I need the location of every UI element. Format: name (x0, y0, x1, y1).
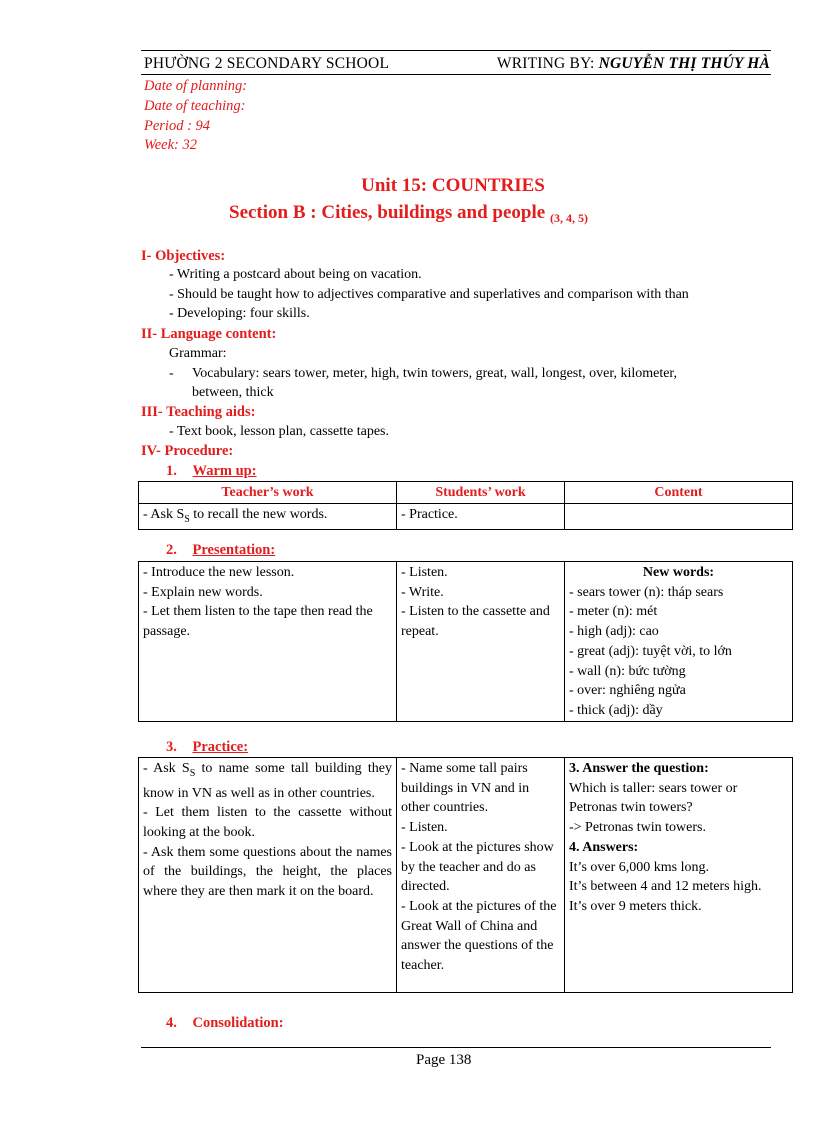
teacher-text: to name some tall building they know in VN as well as in other countries. (143, 761, 392, 801)
header-top-rule (141, 50, 771, 51)
objectives-heading: I- Objectives: (141, 248, 226, 264)
student-step: - Listen to the cassette and repeat. (401, 604, 550, 640)
answer-item: It’s between 4 and 12 meters high. (569, 879, 762, 895)
table-row (139, 562, 793, 722)
warmup-table (138, 481, 793, 530)
col-header-students: Students’ work (397, 482, 565, 504)
question-heading: 3. Answer the question: (569, 761, 709, 776)
teacher-step: - Ask them some questions about the names of the buildings, the height, the places where they are then mark it on the board. (143, 844, 392, 900)
aids-item: - Text book, lesson plan, cassette tapes. (169, 424, 389, 439)
practice-heading (166, 739, 248, 756)
warmup-number: 1. (166, 463, 177, 479)
writer-label: WRITING BY: (496, 55, 595, 72)
col-header-teacher: Teacher’s work (139, 482, 397, 504)
week: Week: 32 (144, 137, 198, 153)
practice-teacher-cell (139, 758, 397, 993)
practice-content-cell (565, 758, 793, 993)
teacher-step: - Explain new words. (143, 584, 263, 600)
vocabulary-line: between, thick (192, 385, 274, 400)
presentation-teacher-cell (139, 562, 397, 722)
presentation-label: Presentation: (192, 542, 276, 558)
new-word: - meter (n): mét (569, 604, 658, 620)
new-word: - high (adj): cao (569, 624, 659, 640)
new-words-title: New words: (642, 565, 715, 580)
vocabulary-dash: - (169, 366, 174, 381)
warmup-teacher-cell (139, 503, 397, 530)
page-number: Page 138 (416, 1052, 472, 1068)
subscript: S (184, 513, 190, 525)
presentation-heading (166, 542, 275, 559)
vocabulary-line: Vocabulary: sears tower, meter, high, twin towers, great, wall, longest, over, kilometer, (192, 366, 678, 381)
new-word: - over: nghiêng ngửa (569, 683, 686, 699)
answer-item: It’s over 9 meters thick. (569, 898, 702, 914)
warmup-students-cell: - Practice. (397, 503, 565, 530)
teacher-step (143, 759, 392, 803)
student-step: - Name some tall pairs buildings in VN and in other countries. (401, 761, 530, 816)
footer-rule (141, 1047, 771, 1048)
new-word: - thick (adj): dầy (569, 702, 663, 718)
teacher-step: - Let them listen to the cassette without looking at the book. (143, 805, 392, 840)
unit-title: Unit 15: COUNTRIES (361, 175, 545, 196)
table-header-row (139, 482, 793, 504)
warmup-heading (166, 463, 257, 480)
writer-credit (497, 55, 770, 73)
warmup-content-cell (565, 503, 793, 530)
practice-students-cell (397, 758, 565, 993)
student-step: - Listen. (401, 565, 448, 580)
date-of-planning: Date of planning: (144, 78, 248, 94)
presentation-students-cell (397, 562, 565, 722)
objective-item: - Should be taught how to adjectives comparative and superlatives and comparison with than (169, 287, 689, 302)
consolidation-number: 4. (166, 1015, 177, 1031)
procedure-heading: IV- Procedure: (141, 443, 234, 459)
grammar-label: Grammar: (169, 346, 227, 361)
presentation-table (138, 561, 793, 722)
objective-item: - Developing: four skills. (169, 306, 310, 321)
section-title (229, 202, 588, 226)
practice-number: 3. (166, 739, 177, 755)
new-word: - wall (n): bức tường (569, 663, 686, 679)
teacher-text: to recall the new words. (189, 506, 328, 522)
teacher-text: - Ask S (143, 761, 190, 776)
section-title-text: Section B : Cities, buildings and people (229, 202, 546, 223)
school-name: PHƯỜNG 2 SECONDARY SCHOOL (144, 55, 390, 72)
table-row (139, 503, 793, 530)
language-heading: II- Language content: (141, 326, 277, 342)
answers-heading: 4. Answers: (569, 839, 639, 855)
student-step: - Write. (401, 584, 444, 600)
col-header-content: Content (565, 482, 793, 504)
practice-table (138, 757, 793, 993)
warmup-label: Warm up: (192, 463, 257, 479)
teacher-text: - Ask S (143, 506, 185, 522)
header-bottom-rule (141, 74, 771, 75)
student-step: - Listen. (401, 820, 448, 836)
teacher-step: - Let them listen to the tape then read the passage. (143, 604, 373, 640)
consolidation-label: Consolidation: (192, 1015, 284, 1031)
period: Period : 94 (144, 118, 211, 134)
new-word: - great (adj): tuyệt vời, to lớn (569, 643, 732, 659)
answer-item: It’s over 6,000 kms long. (569, 859, 709, 875)
aids-heading: III- Teaching aids: (141, 404, 256, 420)
teacher-step: - Introduce the new lesson. (143, 565, 295, 580)
question-text: Which is taller: sears tower or Petronas twin towers? (569, 780, 738, 816)
new-word: - sears tower (n): tháp sears (569, 584, 724, 600)
section-parts: (3, 4, 5) (549, 211, 588, 225)
table-row (139, 758, 793, 993)
question-answer: -> Petronas twin towers. (569, 820, 706, 836)
practice-label: Practice: (192, 739, 249, 755)
writer-name: NGUYỄN THỊ THÚY HÀ (598, 55, 770, 72)
student-step: - Look at the pictures show by the teacher and do as directed. (401, 839, 554, 895)
objective-item: - Writing a postcard about being on vacation. (169, 267, 422, 282)
consolidation-heading (166, 1015, 284, 1032)
date-of-teaching: Date of teaching: (144, 98, 246, 114)
presentation-content-cell (565, 562, 793, 722)
student-step: - Look at the pictures of the Great Wall of China and answer the questions of the teacher. (401, 898, 557, 974)
subscript: S (189, 767, 196, 779)
presentation-number: 2. (166, 542, 177, 558)
